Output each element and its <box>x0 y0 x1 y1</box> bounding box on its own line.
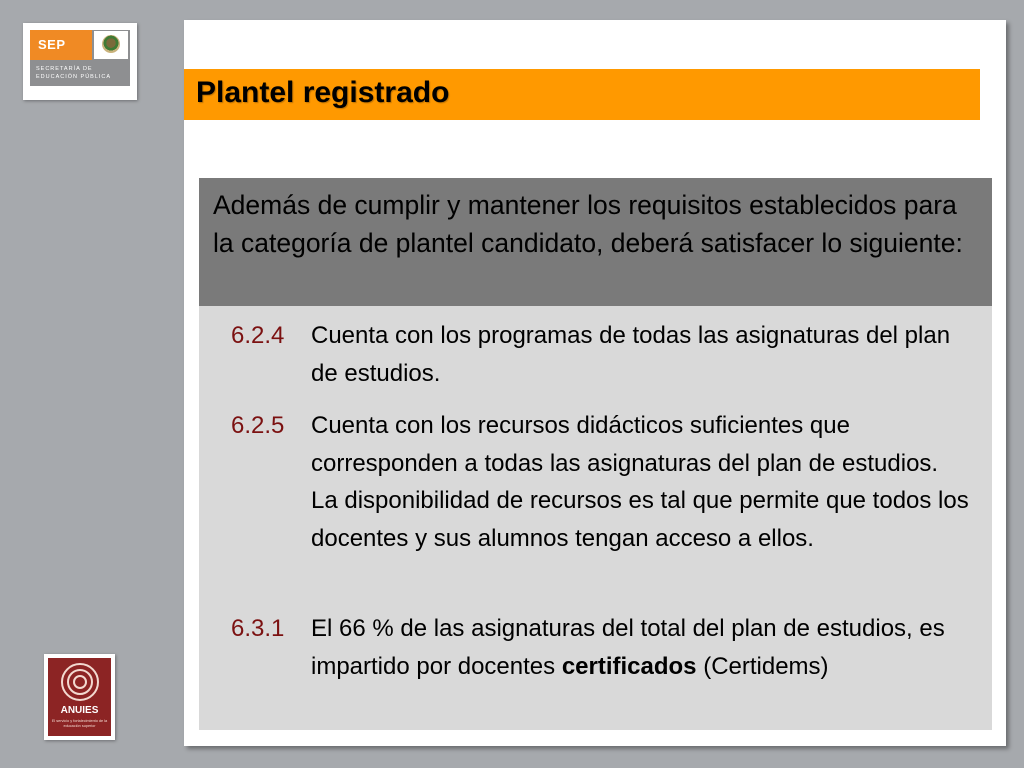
item-number: 6.2.4 <box>231 322 285 349</box>
item-text <box>311 610 971 685</box>
item-text-end: (Certidems) <box>696 652 829 680</box>
requirements-list <box>199 306 992 730</box>
sep-logo-label: SEP <box>30 30 92 60</box>
intro-text: Además de cumplir y mantener los requisitos establecidos para la categoría de plantel candidato, deberá satisfacer lo siguiente: <box>213 190 963 258</box>
slide <box>184 20 1006 746</box>
mexico-coat-of-arms-icon <box>94 31 128 59</box>
item-text: Cuenta con los recursos didácticos suficientes que corresponden a todas las asignaturas del plan de estudios. La disponibilidad de recursos es tal que permite que todos los docentes y sus alumnos tengan acceso a ellos. <box>311 412 969 552</box>
title-bar <box>184 69 980 120</box>
sep-logo-panel <box>30 30 130 86</box>
item-number: 6.2.5 <box>231 412 285 439</box>
item-text-start: El 66 % de las asignaturas del total del plan de estudios, es impartido por docentes <box>311 615 945 680</box>
sep-logo-subtitle: SECRETARÍA DE EDUCACIÓN PÚBLICA <box>36 66 112 80</box>
intro-box <box>199 178 992 306</box>
item-number: 6.3.1 <box>231 615 285 642</box>
anuies-logo-label: ANUIES <box>60 705 99 716</box>
item-text-bold: certificados <box>561 652 697 680</box>
anuies-logo <box>44 654 115 740</box>
sep-logo <box>23 23 137 100</box>
anuies-logo-panel <box>48 658 111 736</box>
anuies-rings-icon <box>61 663 99 701</box>
slide-title: Plantel registrado <box>196 76 450 109</box>
item-text: Cuenta con los programas de todas las asignaturas del plan de estudios. <box>311 322 951 387</box>
anuies-logo-tagline: El servicio y fortalecimiento de la educación superior <box>51 719 108 728</box>
